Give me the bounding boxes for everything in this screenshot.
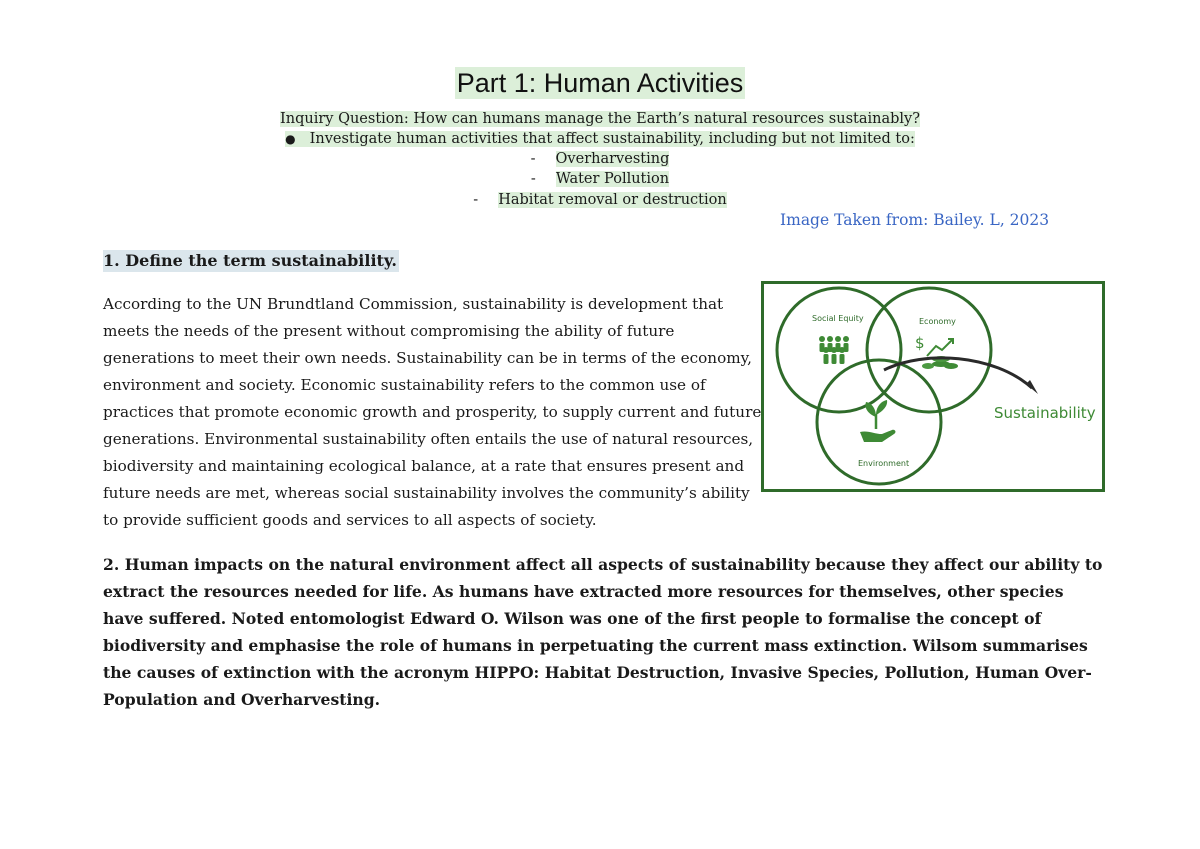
section-2-line: biodiversity and emphasise the role of humans in perpetuating the current mass extinction. Wilsom summarises [103, 636, 1088, 655]
question-1-heading: 1. Define the term sustainability. [103, 251, 397, 270]
bullet-item-text: Investigate human activities that affect sustainability, including but not limited to: [309, 131, 915, 147]
answer-1-line: According to the UN Brundtland Commission, sustainability is development that [103, 295, 724, 313]
money-growth-icon [915, 334, 958, 369]
dash-icon: - [530, 171, 536, 187]
inquiry-question [0, 109, 1200, 129]
answer-1-line: generations. Environmental sustainability often entails the use of natural resources, [103, 430, 754, 448]
sustainability-label: Sustainability [994, 404, 1096, 422]
page-title: Part 1: Human Activities [456, 68, 744, 98]
inquiry-question-text: Inquiry Question: How can humans manage the Earth’s natural resources sustainably? [280, 111, 920, 127]
answer-1-paragraph [103, 291, 762, 534]
section-2-line: have suffered. Noted entomologist Edward O. Wilson was one of the first people to formalise the concept of [103, 609, 1042, 628]
svg-text:$: $ [915, 334, 925, 352]
answer-1-line: biodiversity and maintaining ecological balance, at a rate that ensures present and [103, 457, 745, 475]
economy-circle [867, 288, 991, 412]
sub-item-habitat-removal [0, 190, 1200, 210]
answer-1-line: future needs are met, whereas social sustainability involves the community’s ability [103, 484, 750, 502]
dash-icon: - [473, 192, 479, 208]
page-title-wrap [0, 67, 1200, 99]
sub-item-overharvesting [0, 149, 1200, 169]
image-credit: Image Taken from: Bailey. L, 2023 [780, 211, 1050, 229]
answer-1-line: generations to meet their own needs. Sustainability can be in terms of the economy, [103, 349, 753, 367]
bullet-dot-icon: ● [285, 132, 296, 146]
section-2-line: 2. Human impacts on the natural environment affect all aspects of sustainability because they affect our ability to [103, 555, 1103, 574]
section-2-line: the causes of extinction with the acronym HIPPO: Habitat Destruction, Invasive Species, Pollution, Human Over- [103, 663, 1092, 682]
sub-item-water-pollution [0, 169, 1200, 189]
people-group-icon [819, 336, 849, 364]
answer-1-line: practices that promote economic growth and prosperity, to supply current and future [103, 403, 762, 421]
answer-1-line: environment and society. Economic sustainability refers to the common use of [103, 376, 706, 394]
economy-label: Economy [919, 317, 956, 326]
sub-item-label: Habitat removal or destruction [498, 192, 727, 208]
sub-item-label: Overharvesting [555, 151, 670, 167]
sustainability-arrow [884, 358, 1032, 388]
section-2-line: Population and Overharvesting. [103, 690, 381, 709]
sustainability-venn-figure [761, 281, 1105, 492]
bullet-item [0, 129, 1200, 149]
social-equity-label: Social Equity [812, 314, 864, 323]
answer-1-line: meets the needs of the present without compromising the ability of future [103, 322, 675, 340]
answer-1-line: to provide sufficient goods and services to all aspects of society. [103, 511, 597, 529]
section-2-paragraph [103, 551, 1103, 713]
dash-icon: - [530, 151, 536, 167]
sub-item-label: Water Pollution [555, 171, 670, 187]
venn-diagram [764, 284, 1102, 489]
section-2-line: extract the resources needed for life. As humans have extracted more resources for themselves, other species [103, 582, 1064, 601]
environment-label: Environment [858, 459, 910, 468]
arrow-head-icon [1026, 380, 1038, 394]
